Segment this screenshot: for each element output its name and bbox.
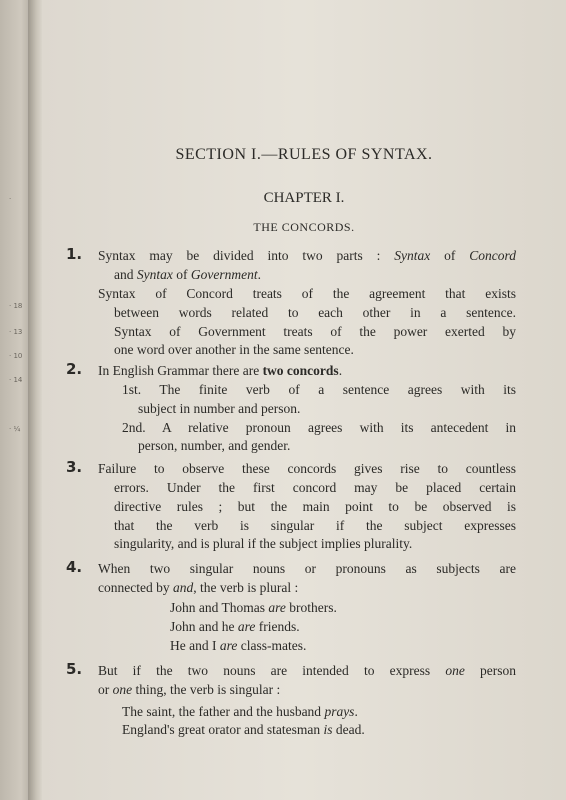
rule-line: singularity, and is plural if the subject implies plurality.: [114, 536, 413, 551]
rule-line: Syntax of Concord treats of the agreement that exists: [98, 286, 516, 301]
rule-line: or one thing, the verb is singular :: [98, 682, 281, 697]
margin-mark: · 10: [9, 352, 23, 360]
chapter-subtitle: THE CONCORDS.: [253, 220, 355, 234]
facing-page-edge: [0, 0, 30, 800]
margin-mark: ·: [9, 195, 12, 203]
rule-line: one word over another in the same sentence.: [114, 342, 354, 357]
rule-line: When two singular nouns or pronouns as subjects are: [98, 561, 516, 576]
book-gutter: [28, 0, 42, 800]
rule-number: 4.: [66, 558, 83, 576]
rule-line: 2nd. A relative pronoun agrees with its antecedent in: [122, 420, 516, 435]
book-page: [42, 0, 566, 800]
rule-line: But if the two nouns are intended to express one person: [98, 663, 516, 678]
rule-number: 2.: [66, 360, 83, 378]
rule-number: 1.: [66, 245, 83, 263]
rule-number: 3.: [66, 458, 83, 476]
margin-mark: · 18: [9, 302, 23, 310]
margin-mark: · 14: [9, 376, 23, 384]
rule-line: Failure to observe these concords gives rise to countless: [98, 461, 516, 476]
example-line: The saint, the father and the husband prays.: [122, 704, 358, 719]
section-title: SECTION I.—RULES OF SYNTAX.: [175, 146, 433, 163]
rule-line: Syntax of Government treats of the power exerted by: [114, 324, 516, 339]
rule-line: and Syntax of Government.: [114, 267, 261, 282]
rule-line: that the verb is singular if the subject expresses: [114, 518, 516, 533]
rule-line: 1st. The finite verb of a sentence agrees with its: [122, 382, 516, 397]
example-line: John and he are friends.: [170, 619, 300, 634]
example-line: John and Thomas are brothers.: [170, 600, 337, 615]
margin-mark: · 13: [9, 328, 23, 336]
rule-line: between words related to each other in a sentence.: [114, 305, 516, 320]
margin-mark: · ¼: [9, 425, 21, 433]
rule-line: directive rules ; but the main point to be observed is: [114, 499, 516, 514]
rule-line: subject in number and person.: [138, 401, 301, 416]
rule-line: In English Grammar there are two concords.: [98, 363, 343, 378]
rule-line: errors. Under the first concord may be placed certain: [114, 480, 516, 495]
rule-number: 5.: [66, 660, 83, 678]
example-line: He and I are class-mates.: [170, 638, 307, 653]
rule-line: Syntax may be divided into two parts : Syntax of Concord: [98, 248, 516, 263]
rule-line: connected by and, the verb is plural :: [98, 580, 299, 595]
rule-line: person, number, and gender.: [138, 438, 291, 453]
example-line: England's great orator and statesman is dead.: [122, 722, 365, 737]
chapter-title: CHAPTER I.: [263, 190, 345, 206]
